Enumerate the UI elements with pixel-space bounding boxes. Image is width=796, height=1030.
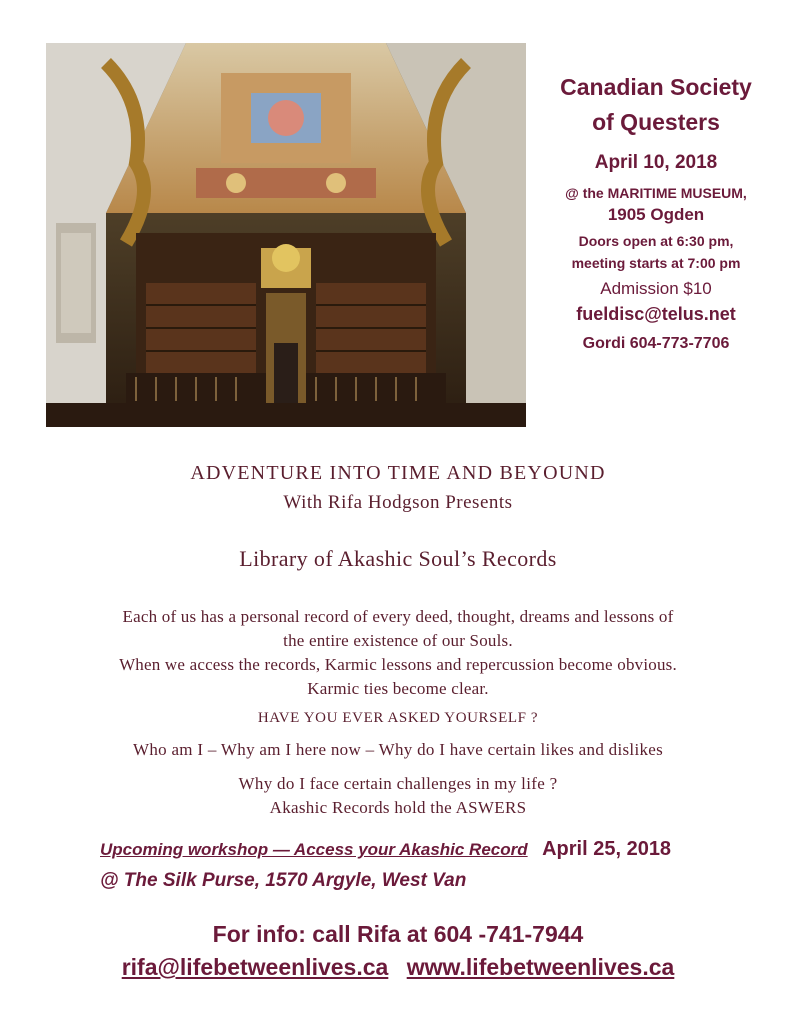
org-name-line1: Canadian Society [560, 74, 752, 100]
description-line: When we access the records, Karmic lessons and repercussion become obvious. [119, 655, 677, 674]
workshop-venue: @ The Silk Purse, 1570 Argyle, West Van [100, 870, 467, 891]
info-phone: For info: call Rifa at 604 -741-7944 [212, 921, 584, 947]
question-heading: HAVE YOU EVER ASKED YOURSELF ? [257, 710, 539, 726]
website-link[interactable]: www.lifebetweenlives.ca [406, 954, 675, 980]
question-line: Who am I – Why am I here now – Why do I have certain likes and dislikes [132, 740, 664, 759]
workshop-link[interactable]: Upcoming workshop — Access your Akashic Record [100, 840, 528, 859]
admission-fee: Admission $10 [600, 279, 712, 298]
description-line: the entire existence of our Souls. [283, 631, 513, 650]
answer-line: Akashic Records hold the ASWERS [269, 798, 527, 817]
event-info-sidebar [540, 70, 772, 353]
question-line: Why do I face certain challenges in my life ? [238, 774, 558, 793]
event-subtitle: With Rifa Hodgson Presents [283, 492, 513, 513]
description-line: Karmic ties become clear. [307, 679, 489, 698]
event-title: ADVENTURE INTO TIME AND BEYOUND [190, 462, 606, 484]
description-paragraph [0, 605, 796, 701]
library-photo [46, 43, 526, 427]
questions-closing [0, 772, 796, 820]
email-link[interactable]: rifa@lifebetweenlives.ca [121, 954, 389, 980]
venue-line1: @ the MARITIME MUSEUM, [565, 185, 747, 201]
contact-phone: Gordi 604-773-7706 [582, 335, 730, 352]
doors-time: Doors open at 6:30 pm, [578, 233, 734, 249]
contact-email: fueldisc@telus.net [576, 304, 736, 324]
org-name-line2: of Questers [592, 109, 720, 135]
venue-line2: 1905 Ogden [607, 205, 705, 224]
workshop-announcement [100, 838, 671, 861]
contact-links [0, 954, 796, 981]
workshop-date: April 25, 2018 [542, 838, 672, 860]
description-line: Each of us has a personal record of every deed, thought, dreams and lessons of [122, 607, 674, 626]
meeting-time: meeting starts at 7:00 pm [571, 255, 741, 271]
talk-title: Library of Akashic Soul’s Records [239, 546, 557, 571]
event-date: April 10, 2018 [594, 152, 718, 173]
